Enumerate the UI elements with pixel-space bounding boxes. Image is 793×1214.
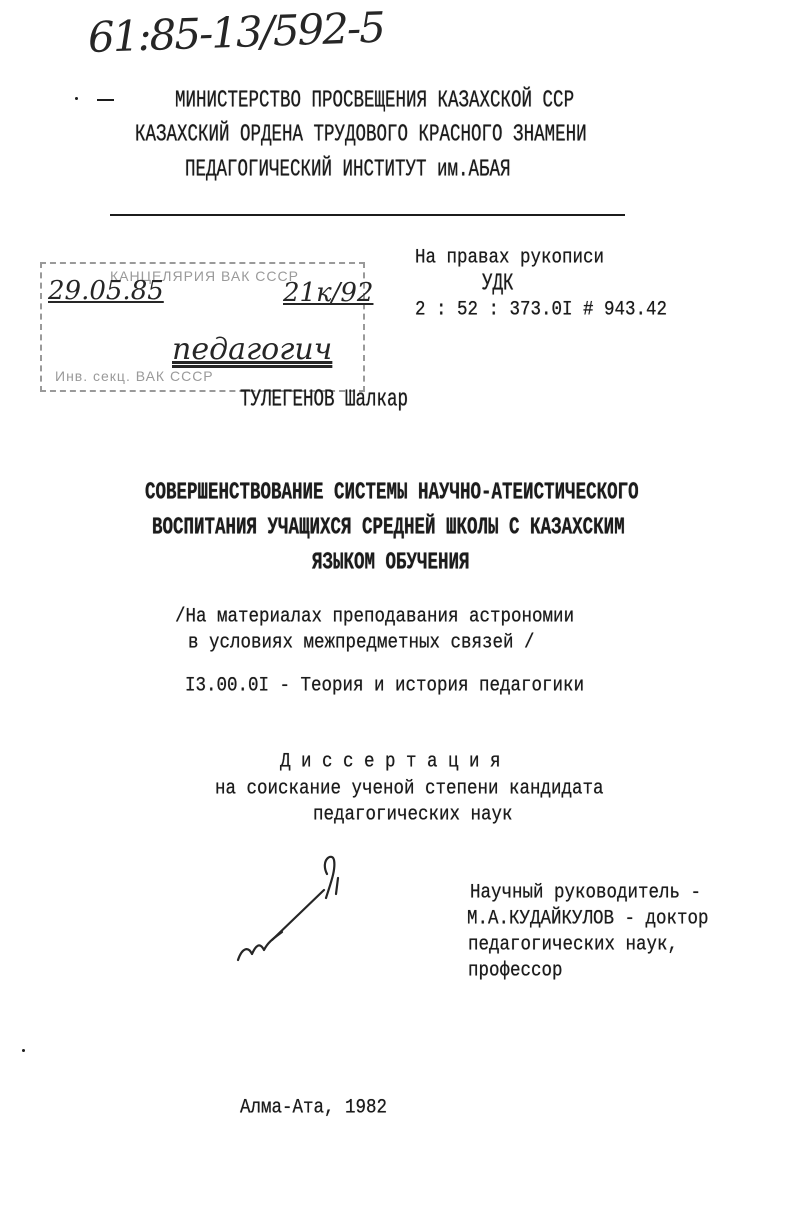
stamp-bottom-text: Инв. секц. ВАК СССР (55, 368, 214, 384)
supervisor-line: Научный руководитель - (470, 881, 702, 905)
supervisor-line: М.А.КУДАЙКУЛОВ - доктор (467, 907, 709, 931)
catalog-number: 61:85-13/592-5 (87, 2, 385, 62)
title-line: ЯЗЫКОМ ОБУЧЕНИЯ (312, 549, 470, 577)
degree-line: педагогических наук (313, 803, 513, 827)
title-line: ВОСПИТАНИЯ УЧАЩИХСЯ СРЕДНЕЙ ШКОЛЫ С КАЗАХСКИМ (152, 514, 625, 542)
degree-line: на соискание ученой степени кандидата (215, 777, 604, 801)
institute-line: КАЗАХСКИЙ ОРДЕНА ТРУДОВОГО КРАСНОГО ЗНАМЕНИ (135, 121, 587, 149)
specialty-code: I3.00.0I - Теория и история педагогики (185, 674, 585, 698)
place-year: Алма-Ата, 1982 (240, 1096, 388, 1120)
udc-value: 2 : 52 : 373.0I # 943.42 (415, 298, 668, 322)
subtitle-line: /На материалах преподавания астрономии (175, 605, 575, 629)
manuscript-rights: На правах рукописи (415, 246, 605, 270)
ministry-line: МИНИСТЕРСТВО ПРОСВЕЩЕНИЯ КАЗАХСКОЙ ССР (175, 87, 575, 115)
signature-stroke (238, 932, 282, 960)
author-name: ТУЛЕГЕНОВ Шалкар (240, 386, 409, 414)
subtitle-line: в условиях межпредметных связей / (188, 631, 535, 655)
signature (230, 850, 350, 970)
stamp-field: педагогич (172, 332, 333, 367)
stamp-date: 29.05.85 (48, 276, 164, 306)
header-divider (110, 214, 625, 216)
supervisor-line: педагогических наук, (468, 933, 679, 957)
supervisor-line: профессор (468, 959, 563, 983)
degree-line: Д и с с е р т а ц и я (280, 750, 501, 774)
signature-stroke (325, 857, 335, 898)
signature-stroke (336, 878, 338, 894)
ink-dot (75, 97, 78, 100)
institute-name-line: ПЕДАГОГИЧЕСКИЙ ИНСТИТУТ им.АБАЯ (185, 156, 511, 184)
stamp-top-text: КАНЦЕЛЯРИЯ ВАК СССР (110, 268, 299, 284)
ink-dot (22, 1049, 25, 1052)
ink-dash (97, 99, 114, 101)
title-line: СОВЕРШЕНСТВОВАНИЕ СИСТЕМЫ НАУЧНО-АТЕИСТИЧЕСКОГО (145, 479, 639, 507)
udc-label: УДК (482, 270, 514, 298)
stamp-number: 21к/92 (283, 278, 374, 308)
